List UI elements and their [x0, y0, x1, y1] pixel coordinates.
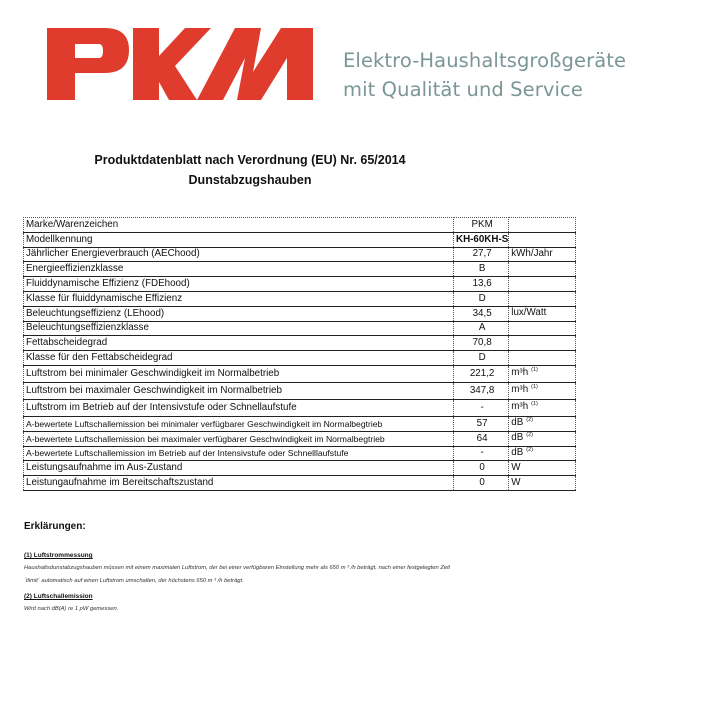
row-value: 347,8	[454, 382, 509, 399]
row-unit-cell	[509, 232, 576, 247]
row-unit: dB	[511, 446, 524, 458]
product-data-table	[23, 217, 576, 491]
footnote-marker: (1)	[531, 401, 538, 408]
row-label: Luftstrom im Betrieb auf der Intensivstufe oder Schnellaufstufe	[24, 399, 454, 416]
title-line-1: Produktdatenblatt nach Verordnung (EU) Nr. 65/2014	[94, 153, 406, 167]
table-row	[24, 382, 576, 399]
row-value: D	[454, 351, 509, 366]
row-unit-cell	[509, 277, 576, 292]
title-line-2: Dunstabzugshauben	[188, 173, 312, 187]
row-value: 13,6	[454, 277, 509, 292]
row-unit-cell	[509, 365, 576, 382]
row-value: 57	[454, 416, 509, 431]
row-value: D	[454, 291, 509, 306]
table-row	[24, 399, 576, 416]
table-row	[24, 247, 576, 262]
row-unit-cell	[509, 247, 576, 262]
row-unit-cell	[509, 291, 576, 306]
company-tagline	[343, 46, 626, 104]
table-row	[24, 291, 576, 306]
footnote-marker: (2)	[526, 417, 533, 424]
row-label: Leistungaufnahme im Bereitschaftszustand	[24, 476, 454, 491]
row-unit: m³h	[511, 367, 529, 379]
row-unit: kWh/Jahr	[511, 247, 553, 259]
row-unit-cell	[509, 351, 576, 366]
table-row	[24, 446, 576, 461]
row-unit: dB	[511, 432, 524, 444]
table-row	[24, 476, 576, 491]
footnote-1-text-line-2: ´tlimit´ automatisch auf einen Luftstrom umschalten, der höchstens 650 m ³ /h beträgt.	[24, 578, 244, 584]
row-label: A-bewertete Luftschallemission bei maximaler verfügbarer Geschwindigkeit im Normalbegtrieb	[24, 431, 454, 446]
row-value: 34,5	[454, 306, 509, 321]
table-row	[24, 277, 576, 292]
row-unit-cell	[509, 431, 576, 446]
row-unit: W	[511, 476, 521, 488]
table-row	[24, 321, 576, 336]
row-label: Fettabscheidegrad	[24, 336, 454, 351]
table-row	[24, 218, 576, 233]
row-unit-cell	[509, 446, 576, 461]
table-row	[24, 416, 576, 431]
row-label: A-bewertete Luftschallemission bei minimaler verfügbarer Geschwindigkeit im Normalbegtrieb	[24, 416, 454, 431]
table-row	[24, 351, 576, 366]
row-unit-cell	[509, 476, 576, 491]
row-label: Beleuchtungseffizienz (LEhood)	[24, 306, 454, 321]
row-unit-cell	[509, 461, 576, 476]
row-unit: dB	[511, 417, 524, 429]
row-unit: m³h	[511, 384, 529, 396]
document-title	[60, 150, 440, 190]
row-unit: m³h	[511, 401, 529, 413]
row-unit: lux/Watt	[511, 307, 547, 319]
footnote-marker: (1)	[531, 384, 538, 391]
row-value: KH-60KH-S	[454, 232, 509, 247]
table-row	[24, 232, 576, 247]
row-value: A	[454, 321, 509, 336]
row-label: Luftstrom bei maximaler Geschwindigkeit im Normalbetrieb	[24, 382, 454, 399]
row-unit-cell	[509, 416, 576, 431]
footnote-1-heading: (1) Luftstrommessung	[24, 552, 93, 559]
table-row	[24, 461, 576, 476]
row-label: Beleuchtungseffizienzklasse	[24, 321, 454, 336]
row-label: Marke/Warenzeichen	[24, 218, 454, 233]
row-label: Leistungsaufnahme im Aus-Zustand	[24, 461, 454, 476]
row-unit-cell	[509, 336, 576, 351]
row-value: 0	[454, 461, 509, 476]
tagline-line-2: mit Qualität und Service	[343, 78, 583, 101]
pkm-logo	[47, 28, 313, 100]
footnote-1-text-line-1: Haushaltsdunstabzugshauben müssen mit einem maximalen Luftstrom, der bei einer verfügbaren Einstellung mehr als 650 m ³ /h beträgt, nach einer festgelegten Zeit	[24, 565, 450, 571]
row-value: PKM	[454, 218, 509, 233]
table-row	[24, 365, 576, 382]
row-unit-cell	[509, 218, 576, 233]
explanations-heading: Erklärungen:	[24, 521, 86, 532]
row-unit-cell	[509, 399, 576, 416]
table-row	[24, 306, 576, 321]
row-label: A-bewertete Luftschallemission im Betrieb auf der Intensivstufe oder Schnelllaufstufe	[24, 446, 454, 461]
row-value: 27,7	[454, 247, 509, 262]
table-row	[24, 262, 576, 277]
footnote-2-heading: (2) Luftschallemission	[24, 593, 93, 600]
row-value: -	[454, 446, 509, 461]
row-label: Luftstrom bei minimaler Geschwindigkeit im Normalbetrieb	[24, 365, 454, 382]
tagline-line-1: Elektro-Haushaltsgroßgeräte	[343, 49, 627, 72]
row-value: -	[454, 399, 509, 416]
row-unit-cell	[509, 321, 576, 336]
footnote-marker: (2)	[526, 446, 533, 453]
row-label: Energieeffizienzklasse	[24, 262, 454, 277]
row-value: 0	[454, 476, 509, 491]
table-row	[24, 336, 576, 351]
row-value: B	[454, 262, 509, 277]
row-label: Fluiddynamische Effizienz (FDEhood)	[24, 277, 454, 292]
row-label: Klasse für den Fettabscheidegrad	[24, 351, 454, 366]
footnote-2-text: Wird nach dB(A) re 1 pW gemessen.	[24, 606, 119, 612]
row-value: 221,2	[454, 365, 509, 382]
row-unit-cell	[509, 382, 576, 399]
footnote-marker: (2)	[526, 432, 533, 439]
row-label: Jährlicher Energieverbrauch (AEChood)	[24, 247, 454, 262]
row-unit-cell	[509, 262, 576, 277]
footnote-marker: (1)	[531, 367, 538, 374]
table-row	[24, 431, 576, 446]
row-unit-cell	[509, 306, 576, 321]
row-unit: W	[511, 461, 521, 473]
row-value: 64	[454, 431, 509, 446]
row-label: Klasse für fluiddynamische Effizienz	[24, 291, 454, 306]
row-label: Modellkennung	[24, 232, 454, 247]
row-value: 70,8	[454, 336, 509, 351]
